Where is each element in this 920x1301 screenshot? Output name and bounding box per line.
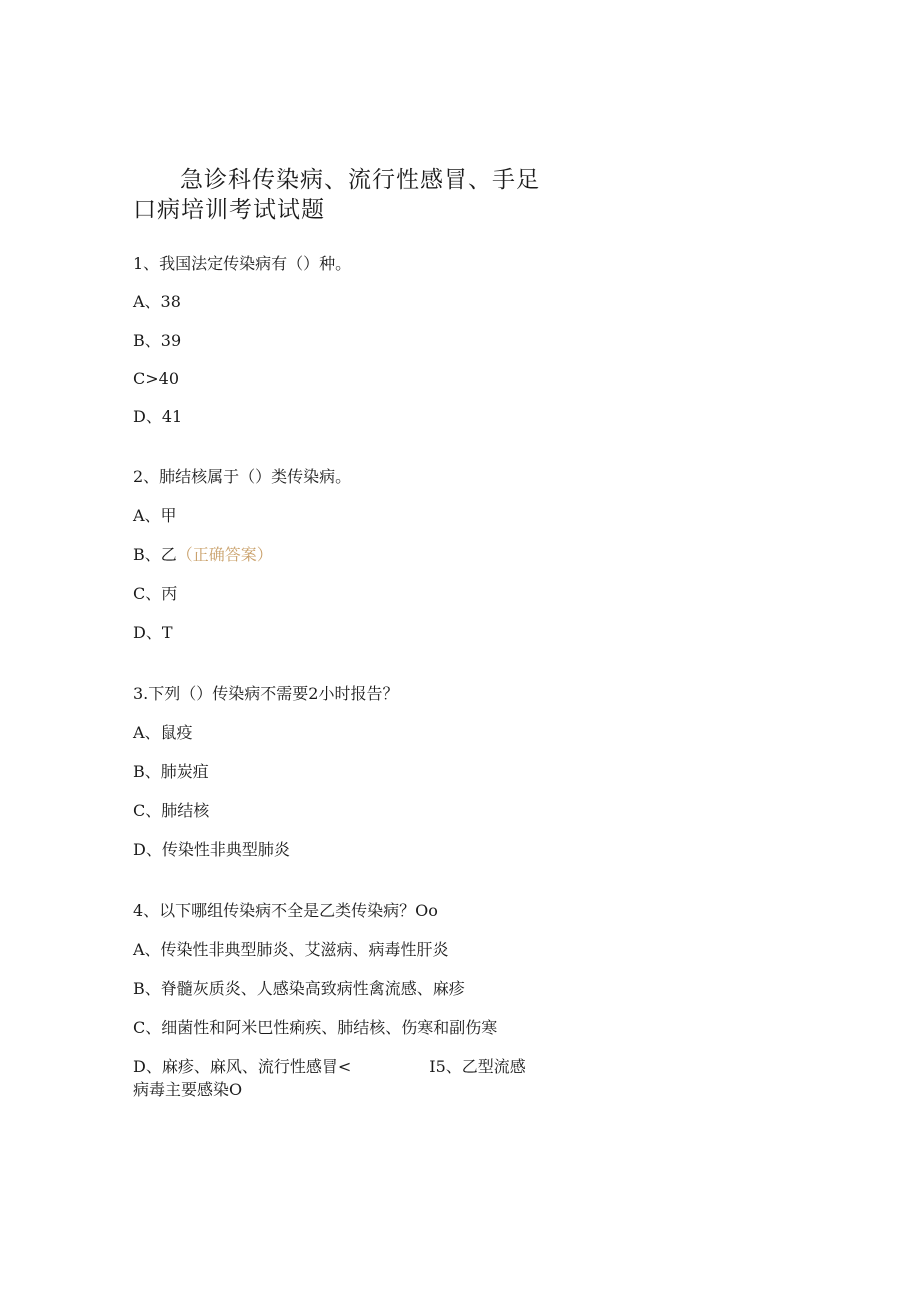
question-4-option-c: C、细菌性和阿米巴性痢疾、肺结核、伤寒和副伤寒 — [133, 1018, 498, 1037]
question-4-stem: 4、以下哪组传染病不全是乙类传染病？Oo — [133, 901, 438, 920]
question-1-option-a: A、38 — [133, 292, 181, 311]
question-3-option-a: A、鼠疫 — [133, 723, 193, 742]
question-2-stem: 2、肺结核属于（）类传染病。 — [133, 467, 352, 486]
question-1-option-d: D、41 — [133, 407, 183, 426]
question-3-option-c: C、肺结核 — [133, 801, 210, 820]
question-2-option-d: D、T — [133, 623, 173, 642]
question-2-option-b-row — [133, 545, 273, 565]
question-1-option-c: C>40 — [133, 369, 180, 388]
question-3-option-b: B、肺炭疽 — [133, 762, 209, 781]
question-3-option-d: D、传染性非典型肺炎 — [133, 840, 290, 859]
question-4-option-a: A、传染性非典型肺炎、艾滋病、病毒性肝炎 — [133, 940, 449, 959]
question-3-stem: 3.下列（）传染病不需要2小时报告？ — [133, 684, 399, 703]
question-4-option-d: D、麻疹、麻风、流行性感冒< — [133, 1057, 352, 1076]
correct-answer-note: （正确答案） — [176, 545, 273, 564]
question-1-option-b: B、39 — [133, 331, 182, 350]
document-title: 急诊科传染病、流行性感冒、手足口病培训考试试题 — [133, 167, 540, 223]
question-2-option-c: C、丙 — [133, 584, 178, 603]
question-4-option-d-row — [133, 1057, 526, 1077]
question-2-option-b: B、乙 — [133, 545, 177, 564]
question-5-stem-continuation: 病毒主要感染O — [133, 1080, 243, 1099]
question-1-stem: 1、我国法定传染病有（）种。 — [133, 254, 352, 273]
question-5-stem-start: I5、乙型流感 — [429, 1057, 526, 1076]
question-4-option-b: B、脊髓灰质炎、人感染高致病性禽流感、麻疹 — [133, 979, 465, 998]
question-2-option-a: A、甲 — [133, 506, 177, 525]
